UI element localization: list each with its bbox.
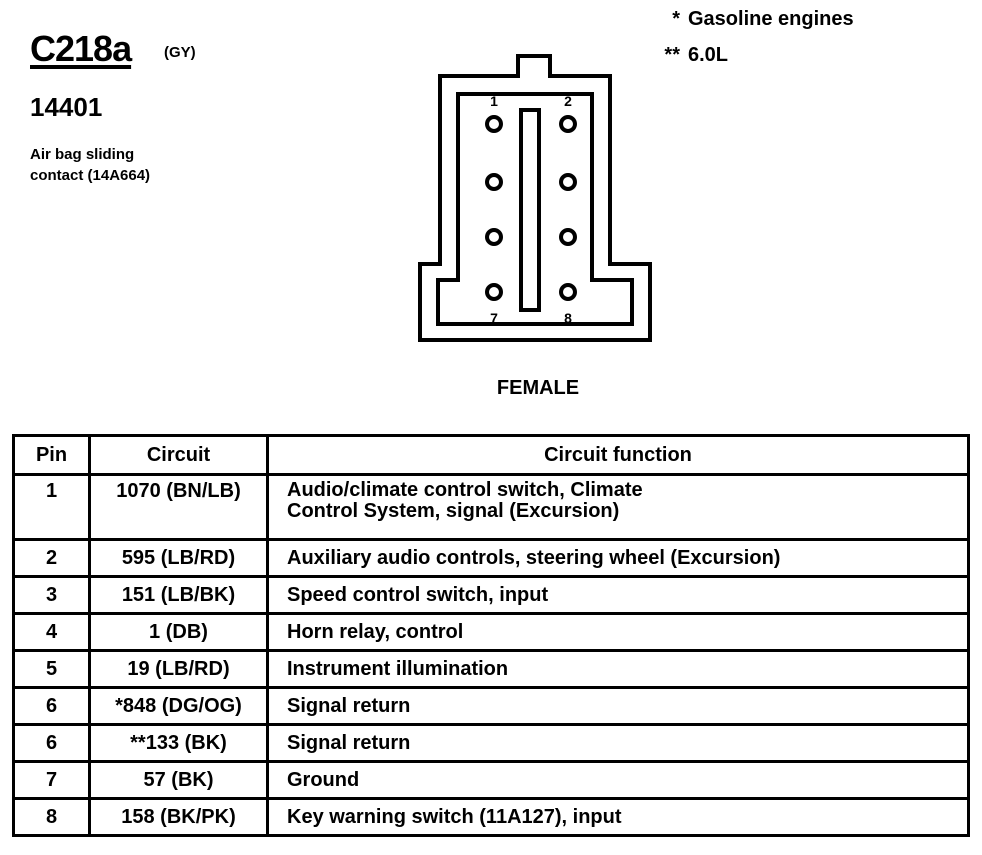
cell-pin: 5 [14,651,90,688]
pin-label-8: 8 [564,310,572,326]
cell-function: Instrument illumination [268,651,969,688]
cell-pin: 7 [14,762,90,799]
cell-pin: 4 [14,614,90,651]
pin-7-cavity [487,285,501,299]
pin-table [12,434,970,837]
cell-circuit: 151 (LB/BK) [90,577,268,614]
pin-3-cavity [487,175,501,189]
connector-gender-label: FEMALE [496,377,580,399]
pin-2-cavity [561,117,575,131]
cell-pin: 6 [14,725,90,762]
connector-center-slot [521,110,539,310]
table-row [14,688,969,725]
table-row [14,651,969,688]
cell-pin: 8 [14,799,90,836]
cell-pin: 3 [14,577,90,614]
table-row [14,614,969,651]
cell-pin: 6 [14,688,90,725]
connector-color-code: (GY) [164,44,196,61]
table-row [14,725,969,762]
cell-circuit: 595 (LB/RD) [90,540,268,577]
cell-function: Auxiliary audio controls, steering wheel (Excursion) [268,540,969,577]
pin-label-1: 1 [490,93,498,109]
cell-pin: 2 [14,540,90,577]
cell-function: Signal return [268,725,969,762]
pin-6-cavity [561,230,575,244]
pin-label-7: 7 [490,310,498,326]
pin-label-2: 2 [564,93,572,109]
part-number: 14401 [30,92,103,122]
cell-circuit: 19 (LB/RD) [90,651,268,688]
pin-5-cavity [487,230,501,244]
cell-function: Signal return [268,688,969,725]
cell-pin: 1 [14,475,90,540]
table-row [14,475,969,540]
note-mark: * [672,8,680,30]
pin-8-cavity [561,285,575,299]
header-circuit-function: Circuit function [268,436,969,475]
table-row [14,540,969,577]
connector-outer-shell [420,56,650,340]
cell-circuit: 57 (BK) [90,762,268,799]
cell-circuit: 158 (BK/PK) [90,799,268,836]
cell-function: Horn relay, control [268,614,969,651]
cell-function: Audio/climate control switch, Climate Control System, signal (Excursion) [268,475,969,540]
note-text: Gasoline engines [688,8,854,30]
connector-id: C218a [30,28,132,69]
table-row [14,799,969,836]
cell-function: Key warning switch (11A127), input [268,799,969,836]
connector-inner-outline [438,94,632,324]
pin-1-cavity [487,117,501,131]
table-row [14,762,969,799]
connector-description: Air bag sliding contact (14A664) [30,146,151,184]
cell-circuit: 1070 (BN/LB) [90,475,268,540]
table-header-row [14,436,969,475]
cell-circuit: 1 (DB) [90,614,268,651]
cell-circuit: **133 (BK) [90,725,268,762]
header-pin: Pin [14,436,90,475]
cell-function: Ground [268,762,969,799]
note-mark: ** [664,44,680,66]
cell-circuit: *848 (DG/OG) [90,688,268,725]
table-row [14,577,969,614]
cell-function: Speed control switch, input [268,577,969,614]
note-text: 6.0L [688,44,729,66]
header-circuit: Circuit [90,436,268,475]
pin-4-cavity [561,175,575,189]
